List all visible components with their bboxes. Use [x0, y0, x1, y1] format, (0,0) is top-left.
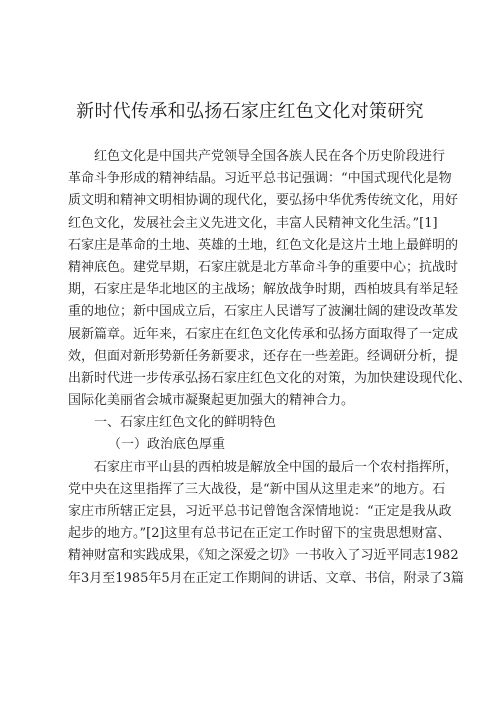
paragraph-line: 石家庄市平山县的西柏坡是解放全中国的最后一个农村指挥所， — [94, 459, 459, 475]
paragraph-line: 国际化美丽省会城市凝聚起更加强大的精神合力。 — [68, 393, 355, 409]
paragraph-line: 展新篇章。近年来，石家庄在红色文化传承和弘扬方面取得了一定成 — [68, 326, 459, 342]
paragraph-line: 精神底色。建党早期，石家庄就是北方革命斗争的重要中心；抗战时 — [68, 259, 459, 275]
section-heading: 一、石家庄红色文化的鲜明特色 — [94, 415, 277, 431]
subsection-heading: （一）政治底色厚重 — [108, 437, 226, 453]
document-title: 新时代传承和弘扬石家庄红色文化对策研究 — [76, 101, 424, 122]
paragraph-line: 红色文化是中国共产党领导全国各族人民在各个历史阶段进行 — [94, 149, 446, 164]
paragraph-line: 石家庄是革命的土地、英雄的土地，红色文化是这片土地上最鲜明的 — [68, 237, 459, 253]
paragraph-line: 出新时代进一步传承弘扬石家庄红色文化的对策，为加快建设现代化、 — [68, 370, 472, 386]
paragraph-line: 红色文化，发展社会主义先进文化，丰富人民精神文化生活。”[1] — [68, 215, 438, 231]
paragraph-line: 家庄市所辖正定县，习近平总书记曾饱含深情地说：“正定是我从政 — [68, 504, 452, 519]
paragraph-line: 效，但面对新形势新任务新要求，还存在一些差距。经调研分析，提 — [68, 348, 459, 364]
paragraph-line: 党中央在这里指挥了三大战役，是“新中国从这里走来”的地方。石 — [68, 481, 446, 497]
paragraph-line: 革命斗争形成的精神结晶。习近平总书记强调：“中国式现代化是物 — [68, 171, 452, 187]
paragraph-line: 年3月至1985年5月在正定工作期间的讲话、文章、书信，附录了3篇 — [68, 570, 464, 586]
paragraph-line: 起步的地方。”[2]这里有总书记在正定工作时留下的宝贵思想财富、 — [68, 526, 451, 542]
paragraph-line: 精神财富和实践成果，《知之深爱之切》一书收入了习近平同志1982 — [68, 548, 459, 564]
document-body — [68, 146, 472, 590]
paragraph-line: 重的地位；新中国成立后，石家庄人民谱写了波澜壮阔的建设改革发 — [68, 304, 459, 320]
paragraph-line: 期，石家庄是华北地区的主战场；解放战争时期，西柏坡具有举足轻 — [68, 282, 459, 298]
paragraph-line: 质文明和精神文明相协调的现代化，要弘扬中华优秀传统文化，用好 — [68, 193, 459, 209]
